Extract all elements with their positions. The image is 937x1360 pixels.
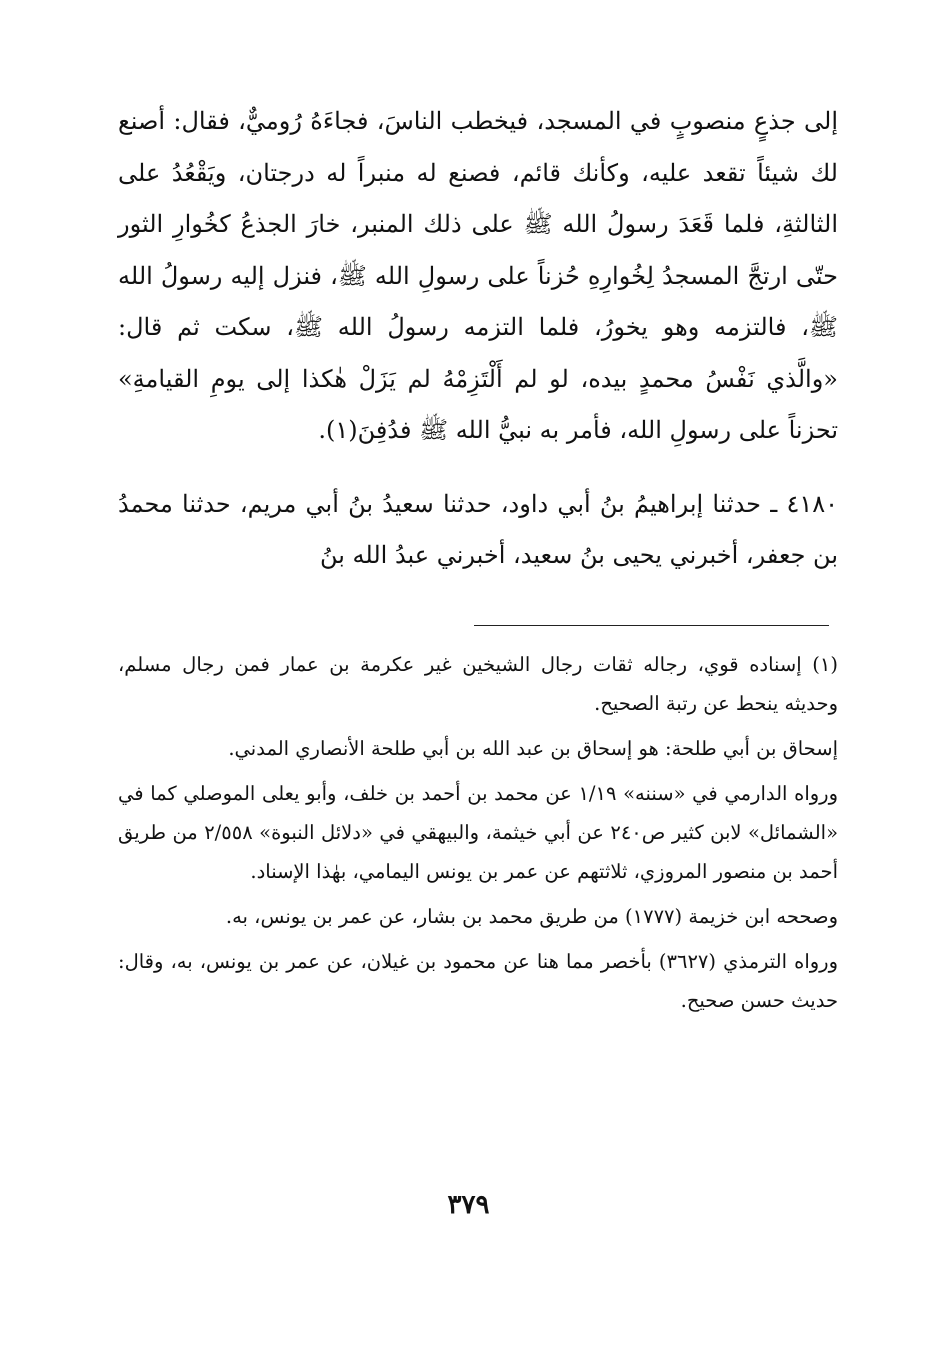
footnote-ibn-khuzaymah-note: وصححه ابن خزيمة (١٧٧٧) من طريق محمد بن بشار، عن عمر بن يونس، به.	[225, 905, 838, 928]
hadith-4180-paragraph: ٤١٨٠ ـ حدثنا إبراهيمُ بنُ أبي داود، حدثنا سعيدُ بنُ أبي مريم، حدثنا محمدُ بن جعفر، أخبرني يحيى بنُ سعيد، أخبرني عبدُ الله بنُ	[118, 489, 838, 569]
footnote-narrator-note: إسحاق بن أبي طلحة: هو إسحاق بن عبد الله بن أبي طلحة الأنصاري المدني.	[228, 737, 838, 760]
footnote-1: (١) إسناده قوي، رجاله ثقات رجال الشيخين غير عكرمة بن عمار فمن رجال مسلم، وحديثه ينحط عن رتبة الصحيح.	[118, 653, 838, 715]
footnote-sources-note: ورواه الدارمي في «سننه» ١/١٩ عن محمد بن أحمد بن خلف، وأبو يعلى الموصلي كما في «الشمائل» لابن كثير ص٢٤٠ عن أبي خيثمة، والبيهقي في «دلائل النبوة» ٢/٥٥٨ من طريق أحمد بن منصور المروزي، ثلاثتهم عن عمر بن يونس اليمامي، بهٰذا الإسناد.	[118, 782, 838, 883]
footnotes-section	[118, 645, 838, 1026]
main-text-body	[118, 96, 838, 582]
page-number: ٣٧٩	[447, 1190, 490, 1220]
footnote-tirmidhi-note: ورواه الترمذي (٣٦٢٧) بأخصر مما هنا عن محمود بن غيلان، عن عمر بن يونس، به، وقال: حديث حسن صحيح.	[118, 950, 838, 1012]
hadith-continuation-paragraph: إلى جذعٍ منصوبٍ في المسجد، فيخطب الناسَ، فجاءَهُ رُوميٌّ، فقال: أصنع لك شيئاً تقعد عليه، وكأنك قائم، فصنع له منبراً له درجتان، ويَقْعُدُ على الثالثةِ، فلما قَعَدَ رسولُ الله ﷺ على ذلك المنبر، خارَ الجذعُ كخُوارِ الثور حتّى ارتجَّ المسجدُ لِخُوارِهِ حُزناً على رسولِ الله ﷺ، فنزل إليه رسولُ الله ﷺ، فالتزمه وهو يخورُ، فلما التزمه رسولُ الله ﷺ، سكت ثم قال: «والَّذي نَفْسُ محمدٍ بيده، لو لم أَلْتَزِمْهُ لم يَزَلْ هٰكذا إلى يومِ القيامةِ» تحزناً على رسولِ الله، فأمر به نبيُّ الله ﷺ فدُفِنَ(١).	[118, 107, 838, 444]
footnote-separator	[474, 625, 829, 626]
